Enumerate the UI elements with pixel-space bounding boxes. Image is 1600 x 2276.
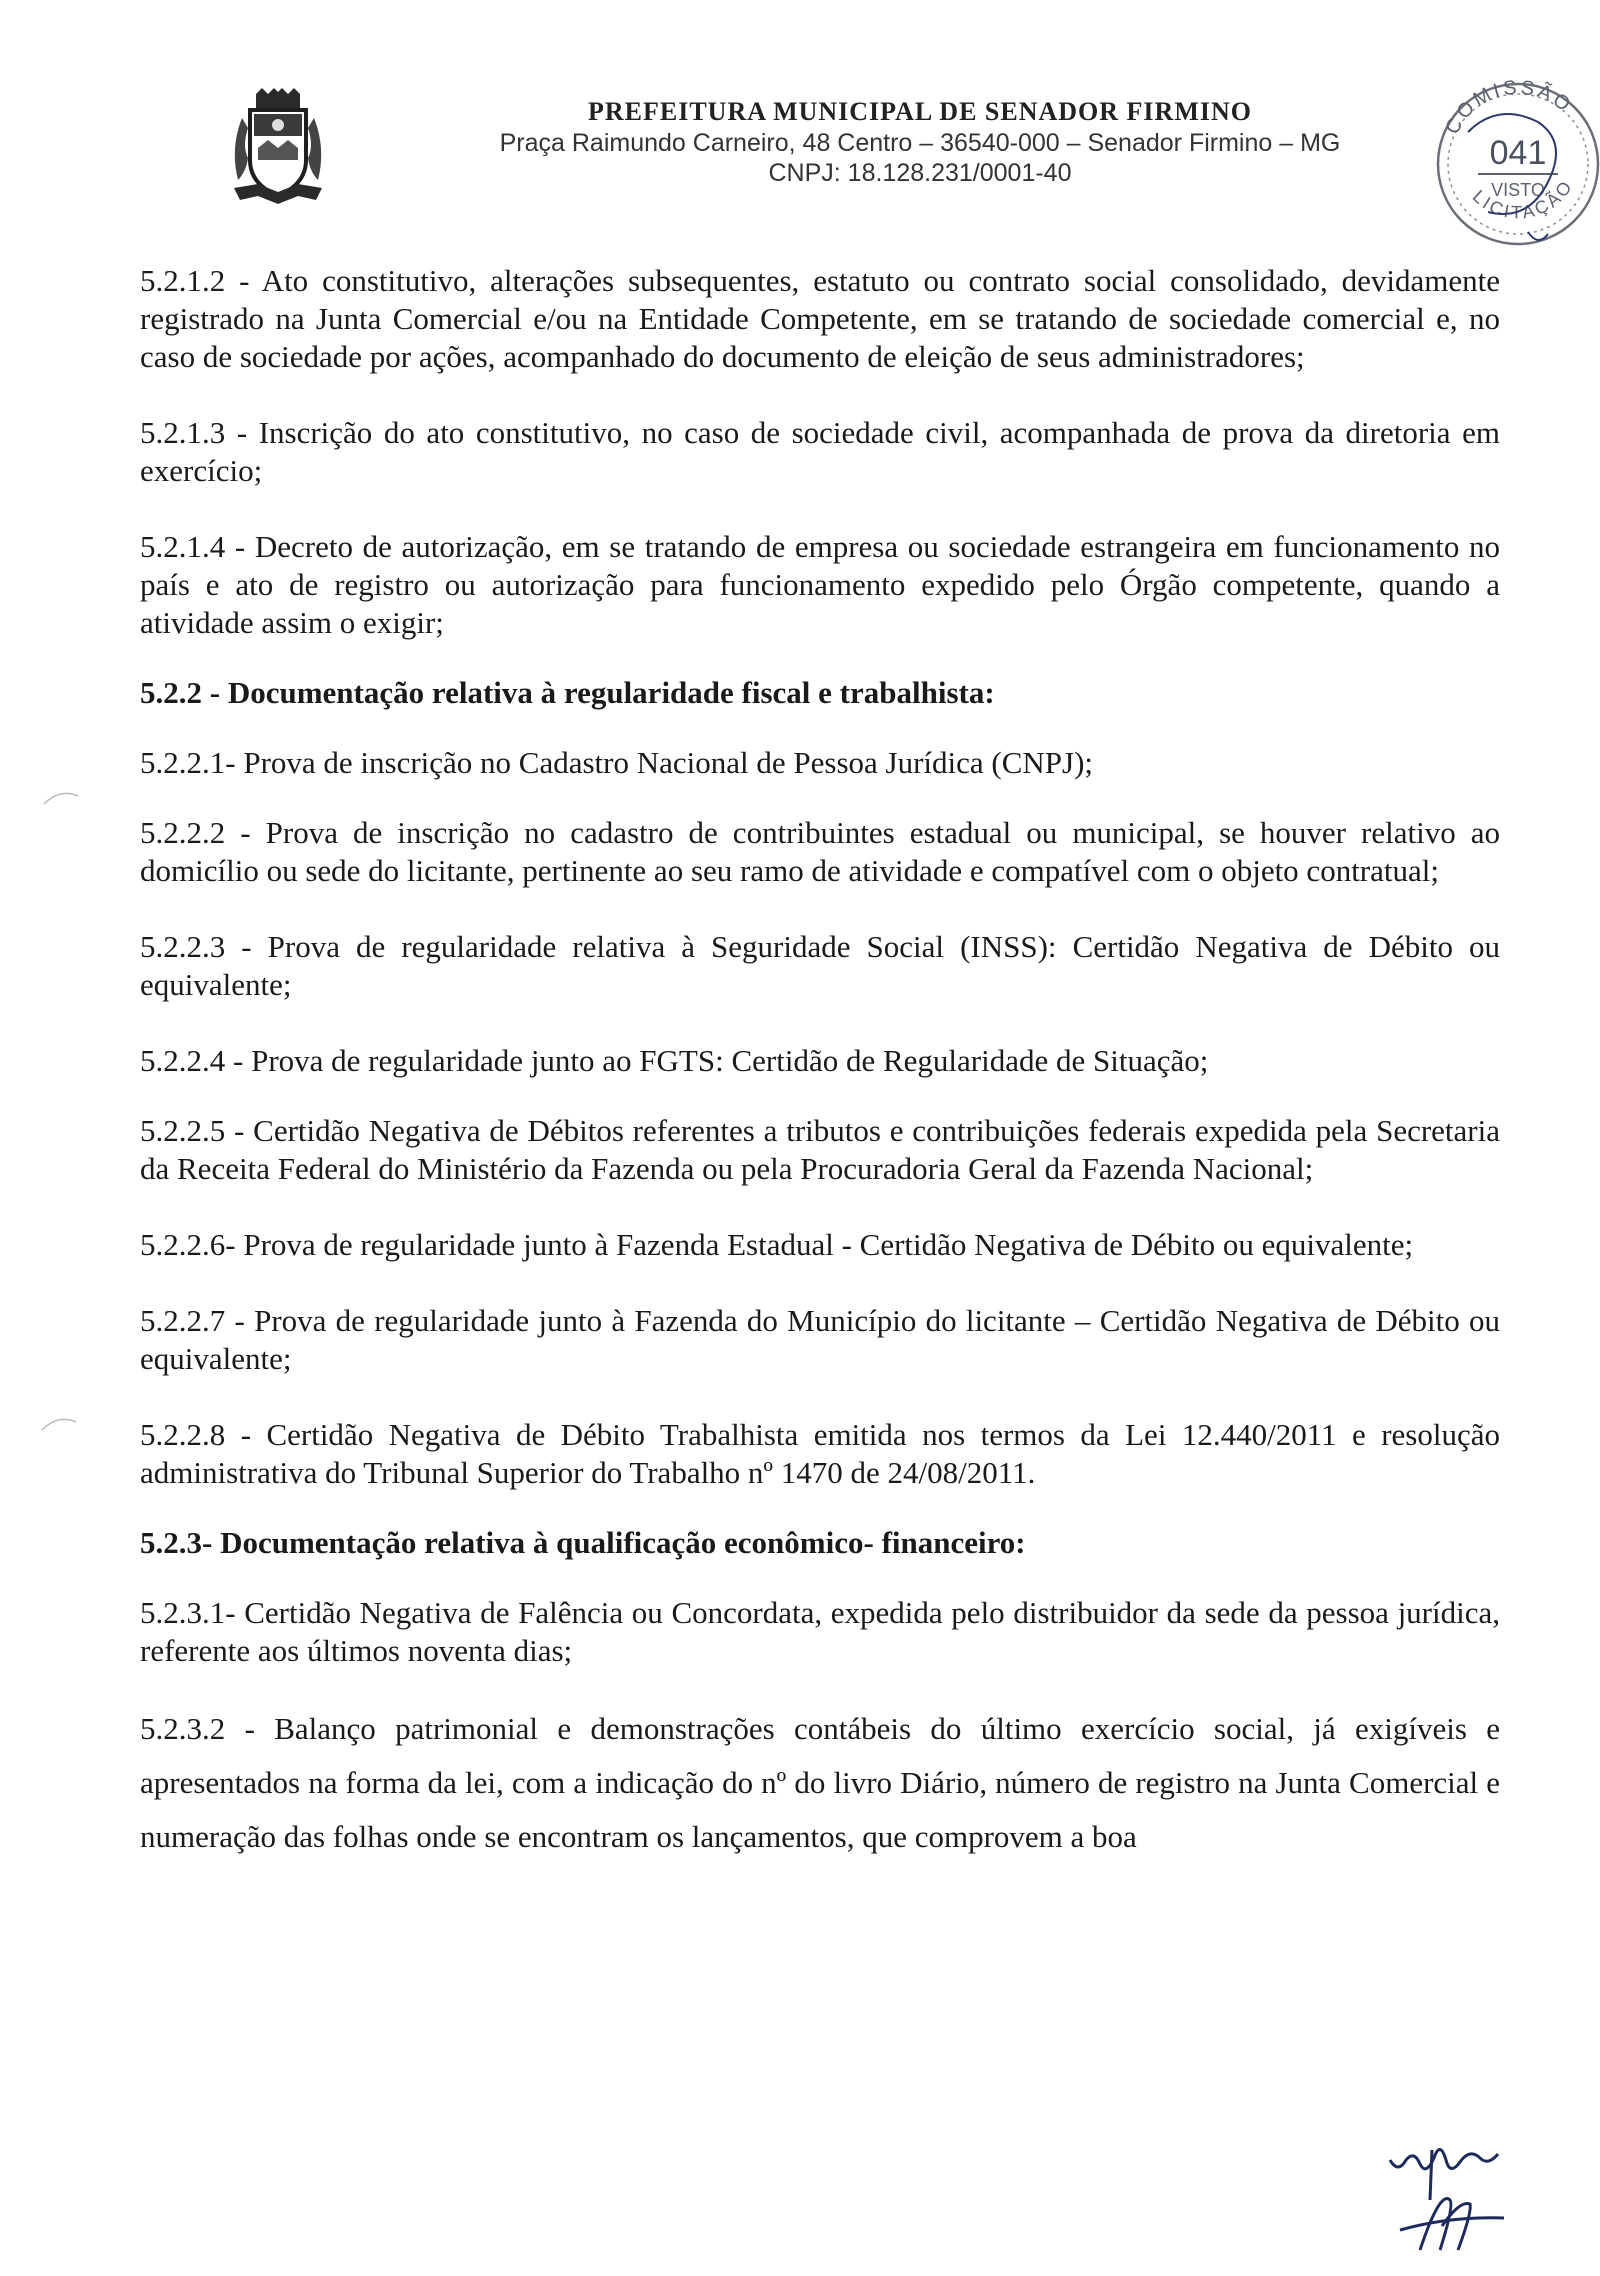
margin-mark [42, 786, 82, 806]
document-body [140, 262, 1500, 1902]
stamp-top-text: COMISSÃO [1441, 76, 1577, 138]
municipal-crest-icon [228, 88, 328, 206]
clause-5-2-1-3: 5.2.1.3 - Inscrição do ato constitutivo, no caso de sociedade civil, acompanhada de prova da diretoria em exercício; [140, 415, 1500, 488]
clause-5-2-2-8: 5.2.2.8 - Certidão Negativa de Débito Trabalhista emitida nos termos da Lei 12.440/2011 e resolução administrativa do Tribunal Superior do Trabalho nº 1470 de 24/08/2011. [140, 1417, 1500, 1490]
clause-5-2-3-1: 5.2.3.1- Certidão Negativa de Falência ou Concordata, expedida pelo distribuidor da sede da pessoa jurídica, referente aos últimos noventa dias; [140, 1595, 1500, 1668]
section-heading-5-2-2: 5.2.2 - Documentação relativa à regularidade fiscal e trabalhista: [140, 675, 995, 710]
stamp-bottom-text: LICITAÇÃO [1468, 175, 1578, 223]
municipality-address: Praça Raimundo Carneiro, 48 Centro – 36540-000 – Senador Firmino – MG [499, 129, 1341, 157]
clause-5-2-1-4: 5.2.1.4 - Decreto de autorização, em se tratando de empresa ou sociedade estrangeira em funcionamento no país e ato de registro ou autorização para funcionamento expedido pelo Órgão competente, quando a atividade assim o exigir; [140, 529, 1500, 640]
commission-stamp [1428, 62, 1600, 262]
clause-5-2-2-3: 5.2.2.3 - Prova de regularidade relativa à Seguridade Social (INSS): Certidão Negativa de Débito ou equivalente; [140, 929, 1500, 1002]
clause-5-2-2-7: 5.2.2.7 - Prova de regularidade junto à Fazenda do Município do licitante – Certidão Negativa de Débito ou equivalente; [140, 1303, 1500, 1376]
clause-5-2-2-6: 5.2.2.6- Prova de regularidade junto à Fazenda Estadual - Certidão Negativa de Débito ou equivalente; [140, 1227, 1414, 1262]
clause-5-2-2-5: 5.2.2.5 - Certidão Negativa de Débitos referentes a tributos e contribuições federais expedida pela Secretaria da Receita Federal do Ministério da Fazenda ou pela Procuradoria Geral da Fazenda Nacional; [140, 1113, 1500, 1186]
clause-5-2-2-1: 5.2.2.1- Prova de inscrição no Cadastro Nacional de Pessoa Jurídica (CNPJ); [140, 745, 1094, 780]
clause-5-2-1-2: 5.2.1.2 - Ato constitutivo, alterações subsequentes, estatuto ou contrato social consolidado, devidamente registrado na Junta Comercial e/ou na Entidade Competente, em se tratando de sociedade comercial e, no caso de sociedade por ações, acompanhado do documento de eleição de seus administradores; [140, 263, 1500, 374]
clause-5-2-2-2: 5.2.2.2 - Prova de inscrição no cadastro de contribuintes estadual ou municipal, se houver relativo ao domicílio ou sede do licitante, pertinente ao seu ramo de atividade e compatível com o objeto contratual; [140, 815, 1500, 888]
stamp-number: 041 [1489, 134, 1547, 172]
margin-mark [40, 1412, 80, 1432]
stamp-visto: VISTO [1491, 180, 1545, 200]
clause-5-2-2-4: 5.2.2.4 - Prova de regularidade junto ao FGTS: Certidão de Regularidade de Situação; [140, 1043, 1209, 1078]
letterhead [440, 96, 1400, 188]
handwritten-signature [1380, 2130, 1510, 2270]
svg-text:COMISSÃO [1441, 77, 1576, 138]
clause-5-2-3-2: 5.2.3.2 - Balanço patrimonial e demonstrações contábeis do último exercício social, já exigíveis e apresentados na forma da lei, com a indicação do nº do livro Diário, número de registro na Junta Comercial e numeração das folhas onde se encontram os lançamentos, que comprovem a boa [140, 1711, 1500, 1854]
municipality-title: PREFEITURA MUNICIPAL DE SENADOR FIRMINO [587, 97, 1252, 126]
section-heading-5-2-3: 5.2.3- Documentação relativa à qualificação econômico- financeiro: [140, 1525, 1026, 1560]
municipality-cnpj: CNPJ: 18.128.231/0001-40 [768, 159, 1072, 187]
